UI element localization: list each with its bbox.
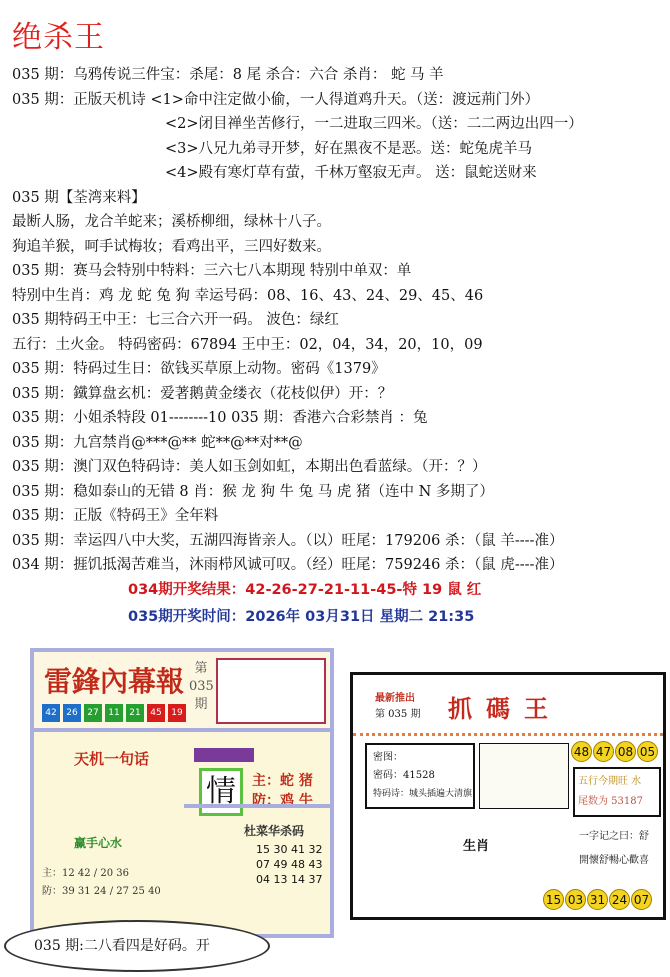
leifeng-newspaper-image: [30, 648, 334, 938]
page-title: 绝杀王: [12, 20, 105, 55]
line: <2>闭目禅坐苦修行，一二进取三四米。（送：二二两边出四一）: [165, 116, 583, 132]
number-ball: 15: [543, 889, 564, 910]
guard-zodiac: 防：鸡 牛: [252, 793, 313, 809]
newspaper-brand: 雷鋒內幕報: [44, 665, 185, 698]
line: 五行：土火金。 特码密码：67894 王中王：02，04，34，20，10，09: [12, 336, 483, 353]
newspaper-header: [34, 652, 330, 732]
line: 035 期：正版《特码王》全年料: [12, 508, 219, 524]
number-ball: 24: [609, 889, 630, 910]
divider: [353, 733, 663, 736]
top-balls: [571, 741, 659, 762]
draw-result: 034期开奖结果：42-26-27-21-11-45-特 19 鼠 红: [128, 582, 482, 598]
issue-label: 第035期: [189, 661, 214, 712]
wuxing-box: [573, 767, 661, 817]
landscape-picture: [479, 743, 569, 809]
zodiac-label: 生肖: [463, 839, 490, 854]
line: 035 期：小姐杀特段 01--------10 035 期：香港六合彩禁肖 ：兔: [12, 410, 428, 426]
number-ball: 47: [593, 741, 614, 762]
line: 035 期：特码过生日：欲钱买草原上动物。密码《1379》: [12, 361, 386, 377]
result-ball: 42: [42, 704, 60, 722]
kill-code-row: 15 30 41 32: [256, 843, 323, 856]
zhu-numbers: 主：12 42 / 20 36: [42, 868, 129, 879]
issue-label: 第 035 期: [375, 709, 421, 720]
number-ball: 08: [615, 741, 636, 762]
line: 035 期：澳门双色特码诗：美人如玉剑如虹，本期出色看蓝绿。（开：？）: [12, 459, 487, 475]
line: 035 期：九宫禁肖@***@** 蛇**@**对**@: [12, 434, 303, 451]
draw-time: 035期开奖时间：2026年 03月31日 星期二 21:35: [128, 609, 475, 625]
divider: [184, 804, 334, 808]
poem-line: 開懷舒暢心歡喜: [579, 855, 649, 866]
section-heading: 天机一句话: [74, 750, 150, 768]
content-lines: [12, 63, 662, 578]
new-label: 最新推出: [375, 693, 415, 704]
number-ball: 05: [637, 741, 658, 762]
line: 035 期：幸运四八中大奖，五湖四海皆亲人。（以）旺尾：179206 杀：（鼠 羊----准）: [12, 532, 564, 549]
number-ball: 48: [571, 741, 592, 762]
blank-box: [216, 658, 326, 724]
section-heading: 赢手心水: [74, 836, 123, 850]
code-poem: 特码诗：城头插遍大清旗: [373, 789, 473, 799]
speech-cloud: 035 期:二八看四是好码。开: [4, 920, 270, 972]
line: 035 期：鐵算盘玄机：爱著鹅黄金缕衣（花枝似伊）开：？: [12, 385, 393, 402]
one-word: 一字记之曰：舒: [579, 831, 649, 842]
result-ball: 27: [84, 704, 102, 722]
line: 最断人肠，龙合羊蛇来；溪桥柳细，绿林十八子。: [12, 214, 331, 230]
result-ball: 19: [168, 704, 186, 722]
line: 035 期：正版天机诗 <1>命中注定做小偷，一人得道鸡升天。（送：渡远荊门外）: [12, 91, 540, 108]
result-balls: [42, 704, 186, 722]
result-ball: 11: [105, 704, 123, 722]
result-ball: 26: [63, 704, 81, 722]
main-zodiac: 主：蛇 猪: [252, 773, 313, 789]
daily-char: 情: [199, 768, 243, 816]
number-ball: 31: [587, 889, 608, 910]
wuxing-text: 五行今期旺 水: [578, 776, 642, 787]
kill-code-row: 04 13 14 37: [256, 873, 323, 886]
number-ball: 07: [631, 889, 652, 910]
zhuama-wang-image: [350, 672, 666, 920]
kill-codes: [256, 842, 322, 887]
line: 035 期：乌鸦传说三件宝：杀尾：8 尾 杀合：六合 杀肖： 蛇 马 羊: [12, 67, 444, 83]
kill-code-row: 07 49 48 43: [256, 858, 323, 871]
fang-numbers: 防：39 31 24 / 27 25 40: [42, 886, 161, 897]
line: 035 期：稳如泰山的无错 8 肖：猴 龙 狗 牛 兔 马 虎 猪（连中 N 多期了）: [12, 483, 494, 500]
daily-char-label: [194, 748, 254, 762]
line: 035 期【荃湾来料】: [12, 189, 146, 206]
line: 035 期：赛马会特别中特料：三六七八本期现 特别中单双：单: [12, 263, 412, 279]
bottom-balls: [543, 889, 653, 910]
result-ball: 45: [147, 704, 165, 722]
line: 035 期特码王中王：七三合六开一码。 波色：绿红: [12, 312, 339, 328]
code-box: [365, 743, 475, 809]
tail-text: 尾数为 53187: [578, 796, 643, 807]
line: <3>八兄九弟寻开梦，好在黑夜不是恶。送：蛇兔虎羊马: [165, 140, 533, 157]
section-heading: 杜菜华杀码: [244, 824, 305, 838]
line: 狗追羊猴，呵手试梅妆；看鸡出平，三四好数来。: [12, 238, 331, 255]
number-ball: 03: [565, 889, 586, 910]
line: <4>殿有寒灯草有萤，千林万壑寂无声。 送：鼠蛇送财来: [165, 165, 537, 181]
line: 特别中生肖：鸡 龙 蛇 兔 狗 幸运号码：08、16、43、24、29、45、46: [12, 287, 484, 304]
secret-code: 密码：41528: [373, 770, 435, 781]
result-ball: 21: [126, 704, 144, 722]
secret-image-label: 密图：: [373, 752, 403, 763]
image-title: 抓碼王: [448, 694, 562, 723]
line: 034 期：捱饥抵渴苦难当，沐雨栉风诚可叹。（经）旺尾：759246 杀：（鼠 虎----准）: [12, 557, 564, 573]
